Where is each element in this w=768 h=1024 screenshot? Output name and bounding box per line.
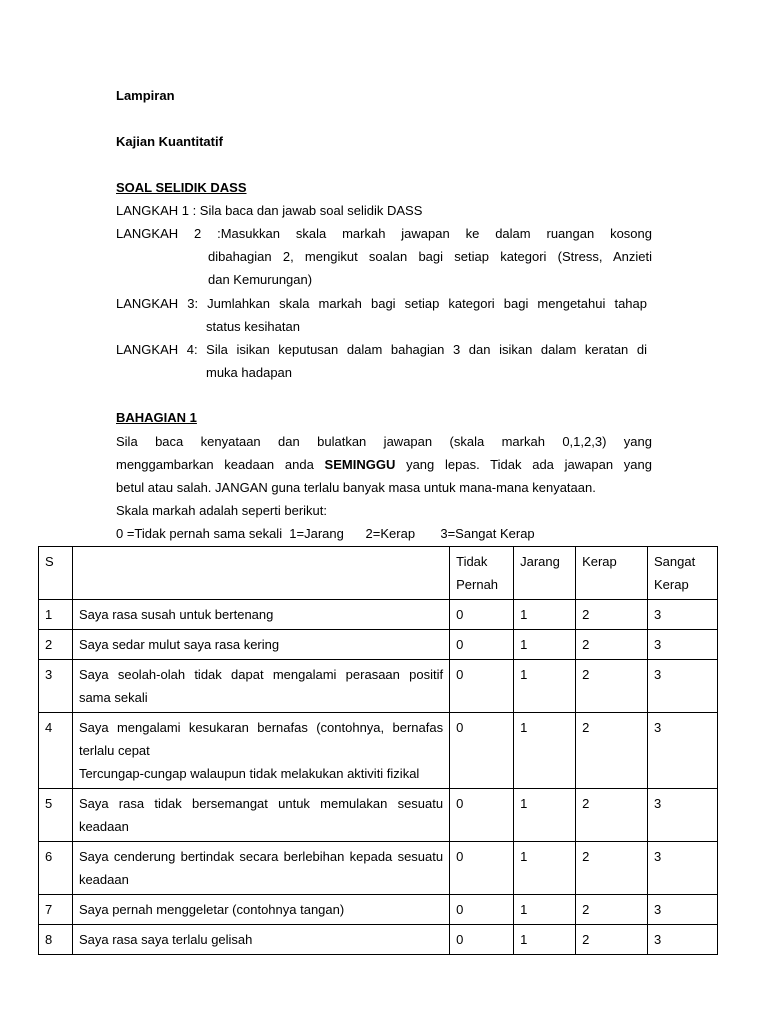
- row-statement: [72, 630, 449, 660]
- heading-lampiran: Lampiran: [116, 88, 175, 103]
- row-statement-text-2: Tercungap-cungap walaupun tidak melakukan aktiviti fizikal: [78, 766, 420, 781]
- table-row: [39, 842, 718, 895]
- score-kerap: 2: [576, 789, 648, 842]
- score-jarang: 1: [514, 789, 576, 842]
- row-number: 4: [39, 713, 73, 789]
- score-tidak-pernah: 0: [450, 660, 514, 713]
- score-kerap: 2: [576, 660, 648, 713]
- row-statement: [72, 789, 449, 842]
- score-kerap: 2: [576, 925, 648, 955]
- row-statement: [72, 925, 449, 955]
- score-tidak-pernah: 0: [450, 842, 514, 895]
- heading-bahagian-1: BAHAGIAN 1: [116, 410, 197, 425]
- header-statement: [72, 547, 449, 600]
- score-tidak-pernah: 0: [450, 895, 514, 925]
- score-sangat-kerap: 3: [647, 789, 717, 842]
- table-row: [39, 925, 718, 955]
- row-statement: [72, 713, 449, 789]
- langkah-4-line-2: muka hadapan: [206, 365, 293, 380]
- score-jarang: 1: [514, 895, 576, 925]
- row-statement-text: Saya mengalami kesukaran bernafas (contohnya, bernafas terlalu cepat: [78, 720, 444, 758]
- heading-kajian: Kajian Kuantitatif: [116, 134, 223, 149]
- bahagian-line-3: betul atau salah. JANGAN guna terlalu banyak masa untuk mana-mana kenyataan.: [116, 480, 596, 495]
- score-kerap: 2: [576, 895, 648, 925]
- row-number: 3: [39, 660, 73, 713]
- row-statement: [72, 660, 449, 713]
- header-tidak-pernah: [450, 547, 514, 600]
- score-jarang: 1: [514, 842, 576, 895]
- bahagian-line-4: Skala markah adalah seperti berikut:: [116, 503, 328, 518]
- row-statement: [72, 895, 449, 925]
- langkah-1: LANGKAH 1 : Sila baca dan jawab soal selidik DASS: [116, 203, 423, 218]
- bahagian-line-2: [116, 457, 652, 472]
- table-row: [39, 600, 718, 630]
- row-statement-text: Saya pernah menggeletar (contohnya tangan): [78, 902, 345, 917]
- row-number: 2: [39, 630, 73, 660]
- table-row: [39, 713, 718, 789]
- row-number: 6: [39, 842, 73, 895]
- bahagian-line-2-post: yang lepas. Tidak ada jawapan yang: [395, 457, 652, 472]
- table-header-row: [39, 547, 718, 600]
- score-sangat-kerap: 3: [647, 713, 717, 789]
- header-jarang: Jarang: [514, 547, 576, 600]
- table-row: [39, 895, 718, 925]
- row-number: 1: [39, 600, 73, 630]
- bahagian-seminggu: SEMINGGU: [324, 457, 396, 472]
- header-no: S: [39, 547, 73, 600]
- langkah-3-line-2: status kesihatan: [206, 319, 300, 334]
- score-jarang: 1: [514, 925, 576, 955]
- score-tidak-pernah: 0: [450, 600, 514, 630]
- row-statement-text: Saya seolah-olah tidak dapat mengalami perasaan positif sama sekali: [78, 667, 444, 705]
- score-sangat-kerap: 3: [647, 660, 717, 713]
- score-jarang: 1: [514, 713, 576, 789]
- row-statement: [72, 842, 449, 895]
- row-statement: [72, 600, 449, 630]
- score-sangat-kerap: 3: [647, 842, 717, 895]
- row-statement-text: Saya cenderung bertindak secara berlebihan kepada sesuatu keadaan: [78, 849, 444, 887]
- row-statement-text: Saya rasa tidak bersemangat untuk memulakan sesuatu keadaan: [78, 796, 444, 834]
- score-sangat-kerap: 3: [647, 925, 717, 955]
- score-sangat-kerap: 3: [647, 600, 717, 630]
- row-number: 7: [39, 895, 73, 925]
- score-tidak-pernah: 0: [450, 925, 514, 955]
- heading-soal-selidik: SOAL SELIDIK DASS: [116, 180, 247, 195]
- score-jarang: 1: [514, 630, 576, 660]
- score-kerap: 2: [576, 713, 648, 789]
- row-statement-text: Saya rasa saya terlalu gelisah: [78, 932, 253, 947]
- score-jarang: 1: [514, 660, 576, 713]
- langkah-3-line-1: LANGKAH 3: Jumlahkan skala markah bagi setiap kategori bagi mengetahui tahap: [116, 296, 647, 311]
- table-row: [39, 660, 718, 713]
- header-kerap: Kerap: [576, 547, 648, 600]
- row-number: 8: [39, 925, 73, 955]
- langkah-4-line-1: LANGKAH 4: Sila isikan keputusan dalam bahagian 3 dan isikan dalam keratan di: [116, 342, 647, 357]
- bahagian-line-2-pre: menggambarkan keadaan anda: [116, 457, 325, 472]
- langkah-2-line-2: dibahagian 2, mengikut soalan bagi setiap kategori (Stress, Anzieti: [208, 249, 652, 264]
- score-sangat-kerap: 3: [647, 630, 717, 660]
- score-jarang: 1: [514, 600, 576, 630]
- dass-table: [38, 546, 718, 955]
- langkah-2-line-1: LANGKAH 2 :Masukkan skala markah jawapan ke dalam ruangan kosong: [116, 226, 652, 241]
- score-kerap: 2: [576, 600, 648, 630]
- header-sangat-kerap-label: Sangat Kerap: [653, 554, 696, 592]
- score-tidak-pernah: 0: [450, 789, 514, 842]
- table-row: [39, 789, 718, 842]
- score-kerap: 2: [576, 630, 648, 660]
- table-row: [39, 630, 718, 660]
- score-kerap: 2: [576, 842, 648, 895]
- header-tidak-pernah-label: Tidak Pernah: [456, 554, 499, 592]
- langkah-2-line-3: dan Kemurungan): [208, 272, 313, 287]
- score-tidak-pernah: 0: [450, 630, 514, 660]
- score-tidak-pernah: 0: [450, 713, 514, 789]
- skala-markah-legend: 0 =Tidak pernah sama sekali 1=Jarang 2=Kerap 3=Sangat Kerap: [116, 526, 535, 541]
- score-sangat-kerap: 3: [647, 895, 717, 925]
- row-number: 5: [39, 789, 73, 842]
- header-sangat-kerap: [647, 547, 717, 600]
- bahagian-line-1: Sila baca kenyataan dan bulatkan jawapan (skala markah 0,1,2,3) yang: [116, 434, 652, 449]
- row-statement-text: Saya rasa susah untuk bertenang: [78, 607, 274, 622]
- row-statement-text: Saya sedar mulut saya rasa kering: [78, 637, 280, 652]
